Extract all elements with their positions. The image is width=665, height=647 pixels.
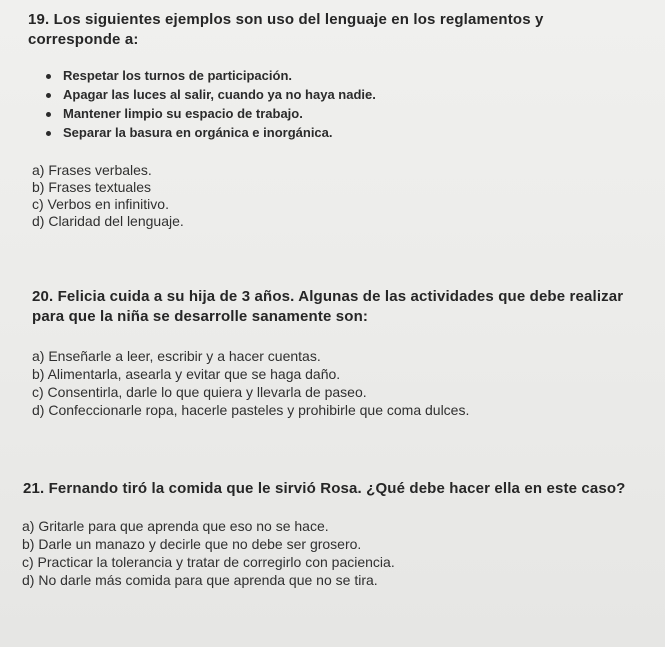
bullet-icon bbox=[46, 74, 51, 79]
example-text: Mantener limpio su espacio de trabajo. bbox=[63, 106, 303, 121]
option-a: a) Gritarle para que aprenda que eso no se hace. bbox=[22, 518, 329, 534]
question-19-options bbox=[20, 162, 635, 230]
example-text: Apagar las luces al salir, cuando ya no haya nadie. bbox=[63, 87, 376, 102]
option-a: a) Frases verbales. bbox=[32, 162, 152, 178]
option-c: c) Practicar la tolerancia y tratar de corregirlo con paciencia. bbox=[22, 554, 395, 570]
option-c: c) Consentirla, darle lo que quiera y llevarla de paseo. bbox=[32, 384, 367, 400]
example-text: Separar la basura en orgánica e inorgánica. bbox=[63, 125, 333, 140]
question-21-options bbox=[20, 517, 635, 589]
example-item bbox=[27, 66, 635, 85]
question-19-title: 19. Los siguientes ejemplos son uso del lenguaje en los reglamentos y corresponde a: bbox=[28, 11, 544, 48]
option-b: b) Alimentarla, asearla y evitar que se haga daño. bbox=[32, 366, 341, 382]
example-text: Respetar los turnos de participación. bbox=[63, 68, 292, 83]
option-b: b) Frases textuales bbox=[32, 179, 152, 195]
question-21-title: 21. Fernando tiró la comida que le sirvió Rosa. ¿Qué debe hacer ella en este caso? bbox=[23, 480, 626, 497]
option-d: d) No darle más comida para que aprenda que no se tira. bbox=[22, 572, 378, 588]
option-d: d) Claridad del lenguaje. bbox=[32, 213, 184, 229]
option-b: b) Darle un manazo y decirle que no debe ser grosero. bbox=[22, 536, 362, 552]
question-19-examples bbox=[20, 66, 635, 142]
question-19 bbox=[20, 10, 635, 230]
option-d: d) Confeccionarle ropa, hacerle pasteles y prohibirle que coma dulces. bbox=[32, 402, 470, 418]
question-20-title: 20. Felicia cuida a su hija de 3 años. Algunas de las actividades que debe realizar para que la niña se desarrolle sanamente son: bbox=[32, 288, 624, 325]
example-item bbox=[27, 85, 635, 104]
option-c: c) Verbos en infinitivo. bbox=[32, 196, 169, 212]
bullet-icon bbox=[46, 93, 51, 98]
example-item bbox=[27, 123, 635, 142]
option-a: a) Enseñarle a leer, escribir y a hacer cuentas. bbox=[32, 348, 321, 364]
example-item bbox=[27, 104, 635, 123]
question-20-options bbox=[20, 347, 635, 419]
bullet-icon bbox=[46, 131, 51, 136]
question-20 bbox=[20, 287, 635, 419]
question-21 bbox=[20, 479, 635, 589]
bullet-icon bbox=[46, 112, 51, 117]
